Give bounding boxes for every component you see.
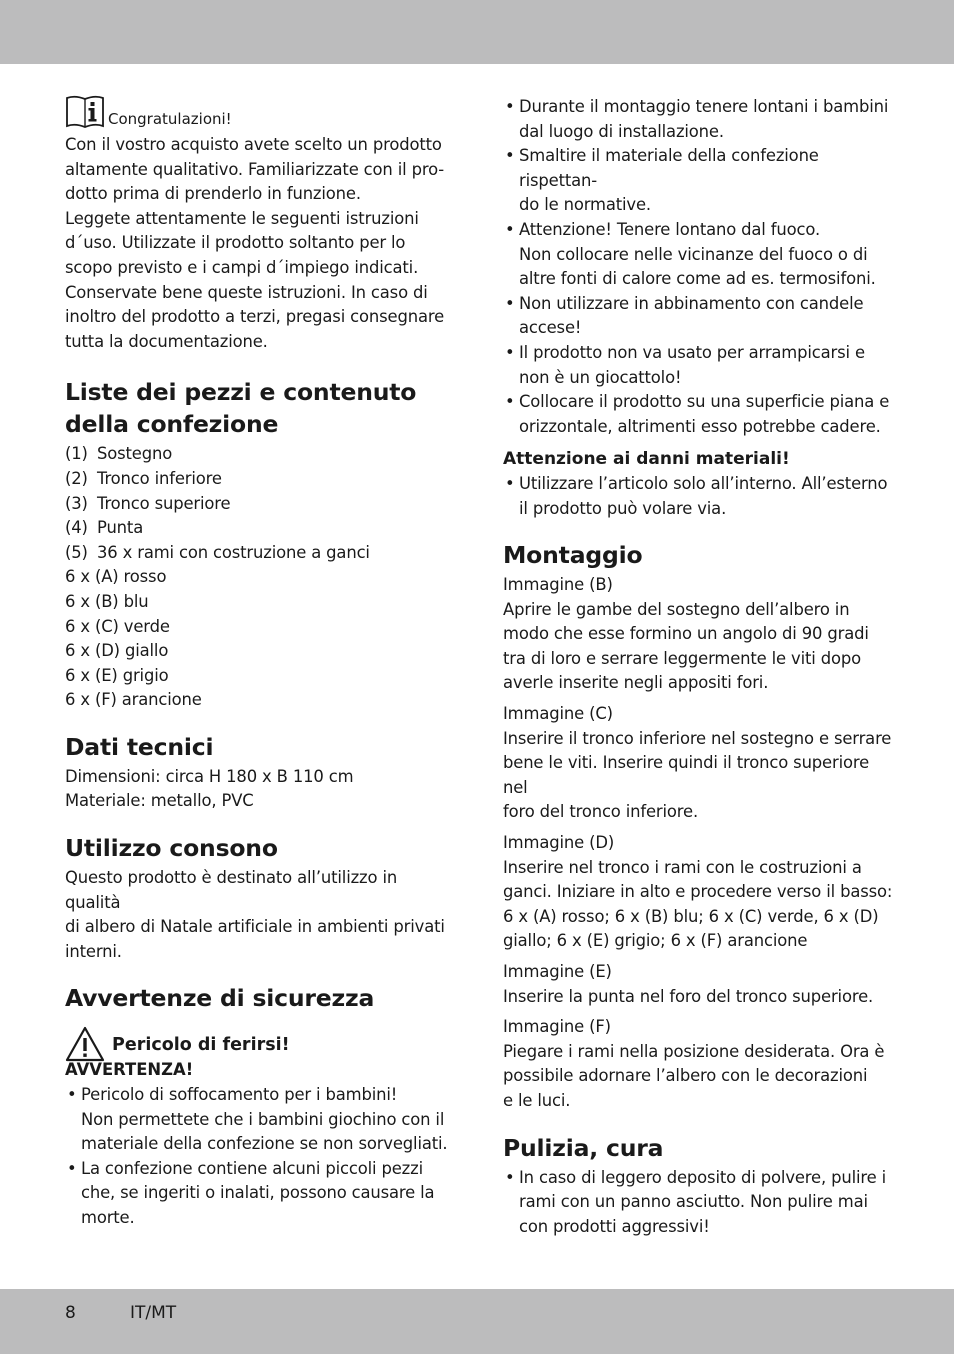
cleaning-bullets [503,1166,895,1240]
list-item [503,1166,895,1240]
list-item [65,1157,457,1231]
bullet-line: rami con un panno asciutto. Non pulire mai [519,1192,868,1212]
step-line: e le luci. [503,1090,571,1110]
step-label: Immagine (C) [503,704,613,724]
intro-line: altamente qualitativo. Familiarizzate con il pro- [65,159,445,179]
list-item [65,516,457,541]
parts-heading-line: Liste dei pezzi e contenuto [65,378,417,407]
list-item: 6 x (C) verde [65,616,170,636]
assembly-heading: Montaggio [503,541,643,570]
bullet-line: Non permettete che i bambini giochino con il [81,1109,445,1129]
list-item: 6 x (F) arancione [65,690,202,710]
bullet-line: • In caso di leggero deposito di polvere, pulire i [519,1167,887,1187]
use-heading: Utilizzo consono [65,834,278,863]
assembly-step [503,1015,895,1113]
tech-line: Materiale: metallo, PVC [65,791,254,811]
list-item: 6 x (A) rosso [65,567,167,587]
page-language: IT/MT [130,1303,177,1323]
step-line: 6 x (A) rosso; 6 x (B) blu; 6 x (C) verde, 6 x (D) [503,906,879,926]
assembly-step [503,702,895,825]
part-number: (5) [65,542,88,562]
header-bar [0,0,954,64]
use-paragraph [65,866,457,964]
step-line: Inserire la punta nel foro del tronco superiore. [503,986,874,1006]
bullet-line: • Durante il montaggio tenere lontani i bambini [519,97,889,116]
bullet-line: • Smaltire il materiale della confezione rispettan- [519,146,819,190]
info-book-icon [65,95,105,129]
safety-bullets-left [65,1083,457,1231]
intro-paragraph [65,133,457,354]
part-name: Punta [97,518,144,538]
intro-line: d´uso. Utilizzate il prodotto soltanto per lo [65,233,406,253]
bullet-line: altre fonti di calore come ad es. termosifoni. [519,269,876,289]
part-name: Tronco inferiore [97,468,222,488]
right-column [503,95,895,1239]
list-item: 6 x (E) grigio [65,665,169,685]
use-line: Questo prodotto è destinato all’utilizzo in qualità [65,868,398,912]
intro-header [65,95,457,131]
step-label: Immagine (B) [503,575,613,595]
list-item [503,472,895,521]
intro-line: tutta la documentazione. [65,331,268,351]
bullet-line: accese! [519,318,582,338]
part-name: Tronco superiore [97,493,231,513]
list-item [503,218,895,292]
page-number: 8 [65,1303,76,1323]
bullet-line: non è un giocattolo! [519,367,682,387]
step-line: foro del tronco inferiore. [503,802,699,822]
step-line: Piegare i rami nella posizione desiderata. Ora è [503,1041,885,1061]
step-line: Aprire le gambe del sostegno dell’albero in [503,599,850,619]
part-number: (2) [65,468,88,488]
assembly-step [503,960,895,1009]
list-item [65,467,457,492]
list-item [65,492,457,517]
step-line: tra di loro e serrare leggermente le viti dopo [503,648,862,668]
parts-list [65,442,457,713]
bullet-line: morte. [81,1208,135,1227]
bullet-line: • Pericolo di soffocamento per i bambini! [81,1085,398,1105]
step-line: possibile adornare l’albero con le decorazioni [503,1066,868,1086]
bullet-line: orizzontale, altrimenti esso potrebbe cadere. [519,416,881,436]
cleaning-heading: Pulizia, cura [503,1133,664,1162]
step-label: Immagine (E) [503,962,612,981]
bullet-line: • Attenzione! Tenere lontano dal fuoco. [519,219,821,239]
material-damage-heading: Attenzione ai danni materiali! [503,449,790,470]
intro-line: dotto prima di prenderlo in funzione. [65,184,361,204]
part-number: (4) [65,518,88,538]
list-item [503,341,895,390]
avvertenza-label: AVVERTENZA! [65,1060,194,1080]
step-line: giallo; 6 x (E) grigio; 6 x (F) arancione [503,931,808,951]
intro-line: Leggete attentamente le seguenti istruzioni [65,208,419,228]
assembly-step [503,831,895,954]
bullet-line: materiale della confezione se non sorvegliati. [81,1134,448,1154]
use-line: interni. [65,941,122,961]
tech-heading: Dati tecnici [65,732,214,761]
tech-line: Dimensioni: circa H 180 x B 110 cm [65,766,354,786]
safety-bullets-right [503,95,895,439]
list-item [65,541,457,566]
step-label: Immagine (F) [503,1017,611,1037]
list-item: 6 x (D) giallo [65,641,169,661]
step-line: bene le viti. Inserire quindi il tronco superiore nel [503,753,870,797]
bullet-line: • La confezione contiene alcuni piccoli pezzi [81,1158,423,1178]
list-item [503,292,895,341]
part-number: (3) [65,493,88,513]
list-item [65,1083,457,1157]
part-name: 36 x rami con costruzione a ganci [97,542,370,562]
step-label: Immagine (D) [503,833,615,853]
bullet-line: • Il prodotto non va usato per arrampicarsi e [519,342,865,362]
step-line: modo che esse formino un angolo di 90 gradi [503,624,869,644]
left-column [65,95,457,1231]
part-name: Sostegno [97,444,173,464]
danger-label: Pericolo di ferirsi! [112,1035,290,1056]
part-number: (1) [65,444,88,464]
danger-row [65,1026,457,1066]
assembly-step [503,573,895,696]
intro-line: scopo previsto e i campi d´impiego indicati. [65,257,419,277]
assembly-steps [503,573,895,1113]
parts-heading [65,376,457,440]
list-item [503,390,895,439]
intro-line: Con il vostro acquisto avete scelto un prodotto [65,135,442,154]
tech-paragraph [65,765,457,814]
list-item [65,442,457,467]
material-bullets [503,472,895,521]
step-line: averle inserite negli appositi fori. [503,673,769,693]
parts-heading-line: della confezione [65,410,279,439]
step-line: Inserire nel tronco i rami con le costruzioni a [503,857,862,877]
bullet-line: • Non utilizzare in abbinamento con candele [519,293,864,313]
bullet-line: • Utilizzare l’articolo solo all’interno. All’esterno [519,473,888,493]
bullet-line: Non collocare nelle vicinanze del fuoco o di [519,244,868,264]
intro-label: Congratulazioni! [108,110,232,128]
bullet-line: dal luogo di installazione. [519,121,724,141]
list-item [503,144,895,218]
step-line: Inserire il tronco inferiore nel sostegno e serrare [503,728,892,748]
safety-heading: Avvertenze di sicurezza [65,984,375,1013]
bullet-line: il prodotto può volare via. [519,498,727,518]
bullet-line: che, se ingeriti o inalati, possono causare la [81,1183,435,1203]
bullet-line: do le normative. [519,195,651,215]
step-line: ganci. Iniziare in alto e procedere verso il basso: [503,882,893,902]
use-line: di albero di Natale artificiale in ambienti privati [65,917,445,937]
bullet-line: • Collocare il prodotto su una superficie piana e [519,392,890,412]
intro-line: inoltro del prodotto a terzi, pregasi consegnare [65,307,445,327]
list-item: 6 x (B) blu [65,591,149,611]
warning-triangle-icon [65,1026,105,1062]
intro-line: Conservate bene queste istruzioni. In caso di [65,282,428,302]
bullet-line: con prodotti aggressivi! [519,1216,710,1236]
list-item [503,95,895,144]
